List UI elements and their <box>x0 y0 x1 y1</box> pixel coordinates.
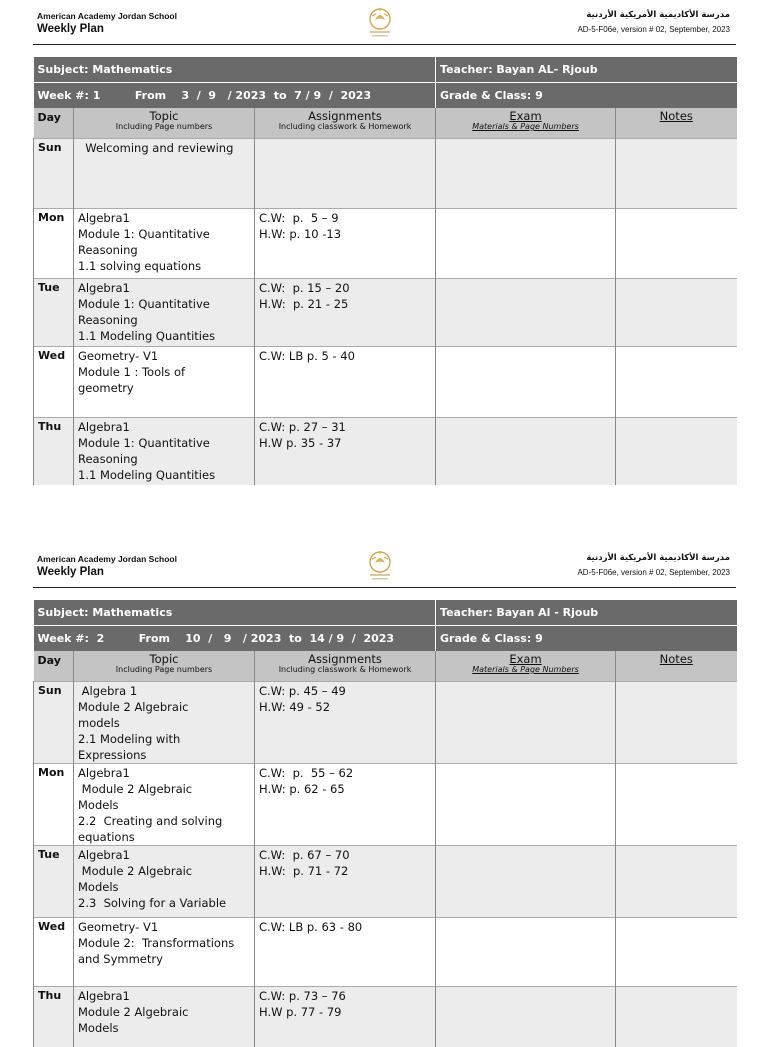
exam-header: Exam <box>509 652 542 666</box>
assignment-line: C.W: p. 67 – 70 <box>259 848 350 862</box>
topic-line: Algebra1 <box>78 766 130 780</box>
exam-cell <box>436 139 616 209</box>
topic-cell <box>74 209 255 279</box>
assignment-line: C.W: LB p. 63 - 80 <box>259 920 363 934</box>
day-row <box>34 209 737 279</box>
exam-cell <box>436 987 616 1047</box>
column-header-row <box>34 651 737 682</box>
topic-cell <box>74 347 255 418</box>
topic-line: Module 2 Algebraic <box>78 782 193 796</box>
topic-line: Algebra1 <box>78 989 130 1003</box>
day-cell: Tue <box>34 279 74 347</box>
topic-line: Module 2 Algebraic <box>78 700 189 714</box>
day-cell: Sun <box>34 682 74 764</box>
topic-cell <box>74 418 255 485</box>
teacher-cell: Teacher: Bayan AL- Rjoub <box>436 57 737 83</box>
day-cell: Mon <box>34 764 74 846</box>
day-row <box>34 682 737 764</box>
assignment-cell <box>255 209 436 279</box>
topic-line: 1.1 solving equations <box>78 259 202 273</box>
topic-line: Module 2 Algebraic <box>78 1005 189 1019</box>
academy-logo-icon <box>364 6 396 42</box>
school-name: American Academy Jordan School <box>37 554 177 564</box>
exam-cell <box>436 279 616 347</box>
weekly-plan-table <box>33 599 737 1047</box>
page-header <box>33 553 736 588</box>
document-version: AD-5-F06e, version # 02, September, 2023 <box>577 568 730 577</box>
notes-cell <box>616 846 737 918</box>
plan-title: Weekly Plan <box>37 23 104 35</box>
topic-line: Module 1 : Tools of <box>78 365 186 379</box>
topic-line: Models <box>78 880 119 894</box>
topic-line: geometry <box>78 381 134 395</box>
exam-cell <box>436 846 616 918</box>
topic-cell <box>74 918 255 987</box>
topic-line: and Symmetry <box>78 952 163 966</box>
subject-cell: Subject: Mathematics <box>34 57 436 83</box>
notes-cell <box>616 347 737 418</box>
assignment-cell <box>255 918 436 987</box>
notes-header: Notes <box>659 109 693 123</box>
document-version: AD-5-F06e, version # 02, September, 2023 <box>577 25 730 34</box>
topic-line: Module 2 Algebraic <box>78 864 193 878</box>
day-row <box>34 918 737 987</box>
assignment-cell <box>255 347 436 418</box>
school-name: American Academy Jordan School <box>37 11 177 21</box>
exam-cell <box>436 682 616 764</box>
day-cell: Thu <box>34 987 74 1047</box>
assignment-cell <box>255 764 436 846</box>
exam-header: Exam <box>509 109 542 123</box>
notes-cell <box>616 279 737 347</box>
topic-subheader: Including Page numbers <box>115 665 213 674</box>
exam-cell <box>436 347 616 418</box>
notes-cell <box>616 139 737 209</box>
topic-cell <box>74 279 255 347</box>
arabic-school-name: مدرسة الأكاديمية الأمريكية الأردنية <box>586 553 730 563</box>
day-row <box>34 987 737 1047</box>
week-cell: Week #: 1 From 3 / 9 / 2023 to 7 / 9 / 2023 <box>34 83 436 109</box>
arabic-school-name: مدرسة الأكاديمية الأمريكية الأردنية <box>586 10 730 20</box>
assignment-cell <box>255 846 436 918</box>
day-row <box>34 347 737 418</box>
topic-line: Algebra1 <box>78 281 130 295</box>
topic-line: 1.1 Modeling Quantities <box>78 329 216 343</box>
topic-line: Reasoning <box>78 452 138 466</box>
day-cell: Sun <box>34 139 74 209</box>
topic-line: Module 1: Quantitative <box>78 436 210 450</box>
day-cell: Thu <box>34 418 74 485</box>
day-cell: Mon <box>34 209 74 279</box>
topic-line: 2.2 Creating and solving <box>78 814 223 828</box>
assignment-line: H.W p. 77 - 79 <box>259 1005 342 1019</box>
topic-line: Expressions <box>78 748 147 762</box>
day-row <box>34 139 737 209</box>
topic-line: equations <box>78 830 135 844</box>
assignment-line: C.W: p. 73 – 76 <box>259 989 346 1003</box>
academy-logo-icon <box>364 549 396 585</box>
topic-line: Algebra1 <box>78 420 130 434</box>
assignment-cell <box>255 279 436 347</box>
topic-line: Geometry- V1 <box>78 920 159 934</box>
exam-cell <box>436 918 616 987</box>
exam-cell <box>436 764 616 846</box>
day-cell: Wed <box>34 347 74 418</box>
assignment-cell <box>255 682 436 764</box>
notes-cell <box>616 764 737 846</box>
assignment-line: H.W: 49 - 52 <box>259 700 331 714</box>
plan-title: Weekly Plan <box>37 566 104 578</box>
assignment-line: H.W: p. 10 -13 <box>259 227 342 241</box>
page-header <box>33 10 736 45</box>
topic-cell <box>74 846 255 918</box>
exam-cell <box>436 209 616 279</box>
topic-line: Welcoming and reviewing <box>78 141 234 155</box>
topic-cell <box>74 682 255 764</box>
assignment-line: H.W: p. 71 - 72 <box>259 864 349 878</box>
topic-line: Models <box>78 1021 119 1035</box>
topic-line: Algebra1 <box>78 211 130 225</box>
column-header-row <box>34 108 737 139</box>
assignment-line: H.W p. 35 - 37 <box>259 436 342 450</box>
weekly-plan-table <box>33 56 737 485</box>
topic-line: Module 2: Transformations <box>78 936 235 950</box>
assignment-line: H.W: p. 21 - 25 <box>259 297 349 311</box>
assignment-line: C.W: p. 27 – 31 <box>259 420 346 434</box>
topic-header: Topic <box>149 652 179 666</box>
notes-cell <box>616 987 737 1047</box>
topic-line: Models <box>78 798 119 812</box>
day-row <box>34 418 737 485</box>
exam-subheader: Materials & Page Numbers <box>472 122 579 131</box>
assignment-line: C.W: p. 45 – 49 <box>259 684 346 698</box>
notes-header: Notes <box>659 652 693 666</box>
assignments-header: Assignments <box>308 109 382 123</box>
topic-line: Module 1: Quantitative <box>78 297 210 311</box>
assignment-cell <box>255 139 436 209</box>
topic-line: Reasoning <box>78 313 138 327</box>
topic-cell <box>74 139 255 209</box>
assignment-cell <box>255 418 436 485</box>
day-cell: Wed <box>34 918 74 987</box>
topic-line: Algebra 1 <box>78 684 138 698</box>
topic-header: Topic <box>149 109 179 123</box>
topic-subheader: Including Page numbers <box>115 122 213 131</box>
grade-cell: Grade & Class: 9 <box>436 83 737 109</box>
assignment-line: C.W: p. 55 – 62 <box>259 766 354 780</box>
assignment-line: H.W: p. 62 - 65 <box>259 782 345 796</box>
assignment-line: C.W: LB p. 5 - 40 <box>259 349 355 363</box>
day-cell: Tue <box>34 846 74 918</box>
assignments-subheader: Including classwork & Homework <box>278 665 412 674</box>
topic-cell <box>74 764 255 846</box>
topic-line: 2.1 Modeling with <box>78 732 181 746</box>
day-row <box>34 279 737 347</box>
exam-subheader: Materials & Page Numbers <box>472 665 579 674</box>
assignment-cell <box>255 987 436 1047</box>
grade-cell: Grade & Class: 9 <box>436 626 737 652</box>
notes-cell <box>616 682 737 764</box>
topic-line: 1.1 Modeling Quantities <box>78 468 216 482</box>
topic-line: models <box>78 716 120 730</box>
notes-cell <box>616 418 737 485</box>
notes-cell <box>616 209 737 279</box>
assignment-line: C.W: p. 5 – 9 <box>259 211 339 225</box>
exam-cell <box>436 418 616 485</box>
assignments-header: Assignments <box>308 652 382 666</box>
topic-line: 2.3 Solving for a Variable <box>78 896 227 910</box>
assignment-line: C.W: p. 15 – 20 <box>259 281 350 295</box>
week-cell: Week #: 2 From 10 / 9 / 2023 to 14 / 9 / 2023 <box>34 626 436 652</box>
topic-line: Algebra1 <box>78 848 130 862</box>
topic-cell <box>74 987 255 1047</box>
topic-line: Reasoning <box>78 243 138 257</box>
notes-cell <box>616 918 737 987</box>
day-row <box>34 846 737 918</box>
teacher-cell: Teacher: Bayan Al - Rjoub <box>436 600 737 626</box>
day-header: Day <box>37 111 61 124</box>
subject-cell: Subject: Mathematics <box>34 600 436 626</box>
day-row <box>34 764 737 846</box>
topic-line: Module 1: Quantitative <box>78 227 210 241</box>
day-header: Day <box>37 654 61 667</box>
topic-line: Geometry- V1 <box>78 349 159 363</box>
assignments-subheader: Including classwork & Homework <box>278 122 412 131</box>
